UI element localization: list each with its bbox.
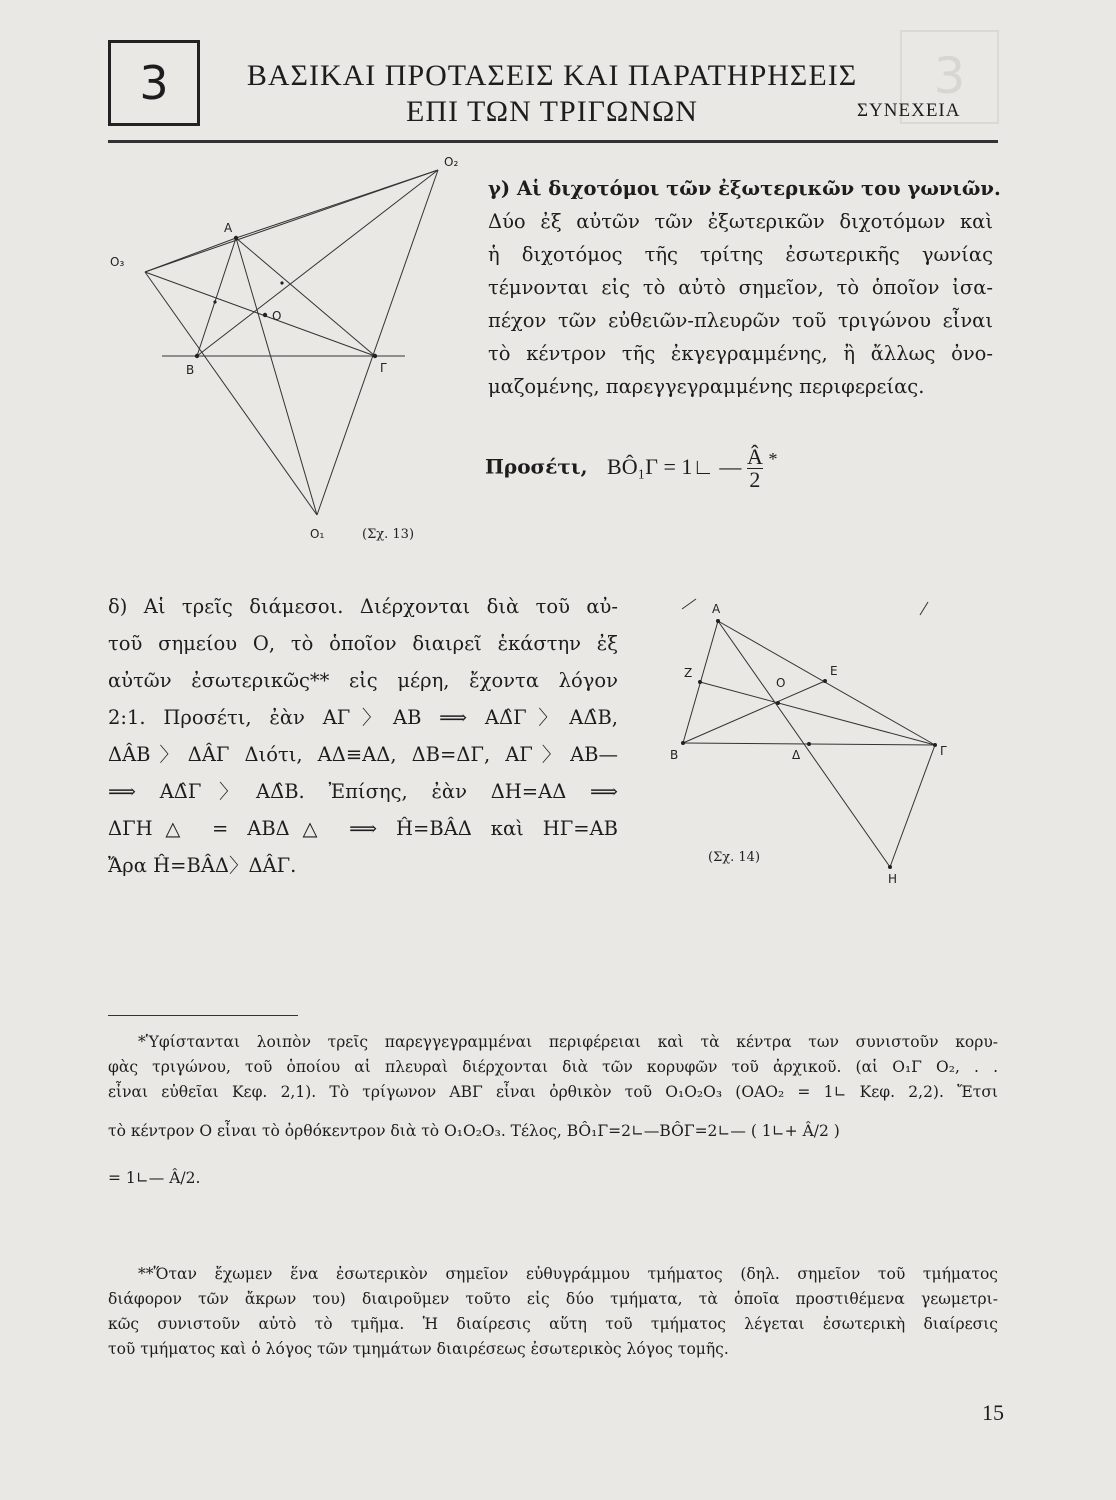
section-g-line-3: ἡ διχοτόμος τῆς τρίτης ἐσωτερικῆς γωνίας	[488, 243, 993, 266]
fig13-label-o1: O₁	[310, 527, 325, 541]
fig14-line-gz	[700, 682, 935, 745]
page-number: 15	[982, 1400, 1004, 1425]
section-d-heading-line: δ) Αἱ τρεῖς διάμεσοι. Διέρχονται διὰ τοῦ αὐ-	[108, 595, 618, 618]
fig13-label-o3: O₃	[110, 255, 125, 269]
footnote-1-line-2: φὰς τριγώνου, τοῦ ὁποίου αἱ πλευραὶ διέρχονται διὰ τῶν κορυφῶν τοῦ ἀρχικοῦ. (αἱ O₁Γ O₂, . .	[108, 1058, 998, 1076]
fig14-label-a: A	[712, 602, 721, 616]
fig13-label-o: O	[272, 309, 282, 323]
footnote-1-line-3: εἶναι εὐθεῖαι Κεφ. 2,1). Τὸ τρίγωνον ΑΒΓ εἶναι ὀρθικὸν τοῦ O₁O₂O₃ (OAO₂ = 1∟ Κεφ. 2,2). Ἔτσι	[108, 1083, 998, 1101]
footnote-1-line-1: *Ὑφίστανται λοιπὸν τρεῖς παρεγγεγραμμέναι περιφέρειαι καὶ τὰ κέντρα των συνιστοῦν κορυ-	[138, 1033, 998, 1051]
section-g-formula-denominator: 2	[749, 467, 761, 492]
section-d-line-3: αὐτῶν ἐσωτερικῶς** εἰς μέρη, ἔχοντα λόγον	[108, 669, 618, 692]
fig14-label-h: H	[888, 872, 898, 886]
bleed-through-chapter-number: 3	[900, 30, 999, 124]
section-g-heading: γ) Αἱ διχοτόμοι τῶν ἐξωτερικῶν του γωνιῶν.	[488, 177, 1001, 200]
footnote-1	[108, 1030, 998, 1191]
footnote-2-line-3: κῶς συνιστοῦν αὐτὸ τὸ τμῆμα. Ἡ διαίρεσις αὕτη τοῦ τμήματος λέγεται ἐσωτερικὴ διαίρεσις	[108, 1315, 998, 1333]
fig13-line-o2-b	[197, 170, 438, 356]
section-d-line-8: Ἄρα Ĥ=ΒÂΔ〉ΔÂΓ.	[108, 854, 297, 877]
fig13-label-b: B	[186, 363, 195, 377]
fig13-line-a-o3	[145, 238, 236, 272]
fig13-line-a-g	[236, 238, 375, 356]
footnote-1-line-5: = 1∟— Â/2.	[108, 1169, 201, 1187]
fig14-label-o: O	[776, 676, 786, 690]
section-d-line-4: 2:1. Προσέτι, ἐὰν ΑΓ〉ΑΒ ⟹ ΑΔ̂Γ〉ΑΔ̂Β,	[108, 706, 618, 729]
footnote-2	[108, 1262, 998, 1362]
fig14-label-z: Z	[684, 666, 693, 680]
section-g-line-7: μαζομένης, παρεγγεγραμμένης περιφερείας.	[488, 375, 925, 398]
section-g-line-4: τέμνονται εἰς τὸ αὐτὸ σημεῖον, τὸ ὁποῖον ἰσα-	[488, 276, 993, 299]
footnote-2-line-2: διάφορον τῶν ἄκρων του) διαιροῦμεν τοῦτο εἰς δύο τμήματα, τὰ ὁποῖα προστιθέμενα γεωμετρι-	[108, 1290, 998, 1308]
section-g-line-2: Δύο ἐξ αὐτῶν τῶν ἐξωτερικῶν διχοτόμων καὶ	[488, 210, 993, 233]
footnote-2-line-1: **Ὅταν ἔχωμεν ἕνα ἐσωτερικὸν σημεῖον εὐθυγράμμου τμήματος (δηλ. σημεῖον τοῦ τμήματος	[138, 1265, 998, 1283]
fig14-stroke-a	[682, 599, 696, 609]
section-g-formula-lhs: BÔ₁Γ = 1∟ —	[607, 453, 742, 479]
section-g-formula-label: Προσέτι,	[485, 454, 588, 479]
section-g-formula	[485, 446, 778, 491]
header-rule	[108, 140, 998, 143]
section-g-footnote-mark: *	[768, 449, 778, 470]
fig13-caption: (Σχ. 13)	[362, 527, 415, 542]
fig13-line-o3-g	[145, 272, 375, 356]
section-d-line-2: τοῦ σημείου Ο, τὸ ὁποῖον διαιρεῖ ἑκάστην ἐξ	[108, 632, 618, 655]
section-g-formula-numerator: Â	[746, 444, 763, 469]
fig13-label-o2: O₂	[444, 155, 459, 169]
section-g-line-5: πέχον τῶν εὐθειῶν-πλευρῶν τοῦ τριγώνου εἶναι	[488, 309, 993, 332]
fig13-label-a: A	[224, 221, 233, 235]
fig14-caption: (Σχ. 14)	[708, 850, 761, 865]
fig13-line-o2-o1	[317, 170, 438, 515]
fig14-line-gh	[890, 745, 935, 867]
fig14-stroke-g	[920, 602, 928, 615]
fig14-line-be	[683, 681, 825, 743]
section-g-line-6: τὸ κέντρον τῆς ἐκγεγραμμένης, ἢ ἄλλως ὀνο-	[488, 342, 993, 365]
fig13-line-a-o2	[236, 170, 438, 238]
fig14-label-b: B	[670, 748, 679, 762]
section-d-line-5: ΔÂΒ〉ΔÂΓ Διότι, ΑΔ≡ΑΔ, ΔΒ=ΔΓ, ΑΓ〉ΑΒ—	[108, 743, 618, 766]
section-d-line-7: ΔΓΗ△ = ΑΒΔ△ ⟹ Ĥ=ΒÂΔ καὶ ΗΓ=ΑΒ	[108, 817, 618, 840]
chapter-number: 3	[139, 56, 169, 110]
section-g-paragraph	[488, 172, 1001, 403]
section-g-formula-fraction	[747, 446, 763, 491]
section-d-paragraph	[108, 588, 618, 884]
chapter-title	[232, 58, 872, 130]
fig14-line-ag	[718, 621, 935, 745]
chapter-title-line-2: ΕΠΙ ΤΩΝ ΤΡΙΓΩΝΩΝ	[406, 95, 698, 128]
footnote-separator	[108, 1015, 298, 1016]
chapter-number-box	[108, 40, 200, 126]
fig13-line-a-o1	[236, 238, 317, 515]
fig13-line-o3-o1	[145, 272, 317, 515]
fig14-label-e: E	[830, 664, 838, 678]
footnote-1-line-4: τὸ κέντρον Ο εἶναι τὸ ὀρθόκεντρον διὰ τὸ O₁O₂O₃. Τέλος, BÔ₁Γ=2∟—BÔΓ=2∟— ( 1∟+ Â/2 )	[108, 1122, 840, 1140]
fig13-line-a-b	[197, 238, 236, 356]
figure-14	[660, 595, 980, 885]
fig13-label-g: Γ	[380, 361, 387, 375]
fig14-label-d: Δ	[792, 748, 801, 762]
continued-label: ΣΥΝΕΧΕΙΑ	[857, 100, 961, 121]
fig14-label-g: Γ	[940, 744, 947, 758]
chapter-title-line-1: ΒΑΣΙΚΑΙ ΠΡΟΤΑΣΕΙΣ ΚΑΙ ΠΑΡΑΤΗΡΗΣΕΙΣ	[246, 59, 858, 92]
figure-13	[100, 150, 459, 550]
section-d-line-6: ⟹ ΑΔ̂Γ〉ΑΔ̂Β. Ἐπίσης, ἐὰν ΔΗ=ΑΔ ⟹	[108, 780, 618, 803]
footnote-2-line-4: τοῦ τμήματος καὶ ὁ λόγος τῶν τμημάτων διαιρέσεως ἐσωτερικὸς λόγος τομῆς.	[108, 1340, 729, 1358]
